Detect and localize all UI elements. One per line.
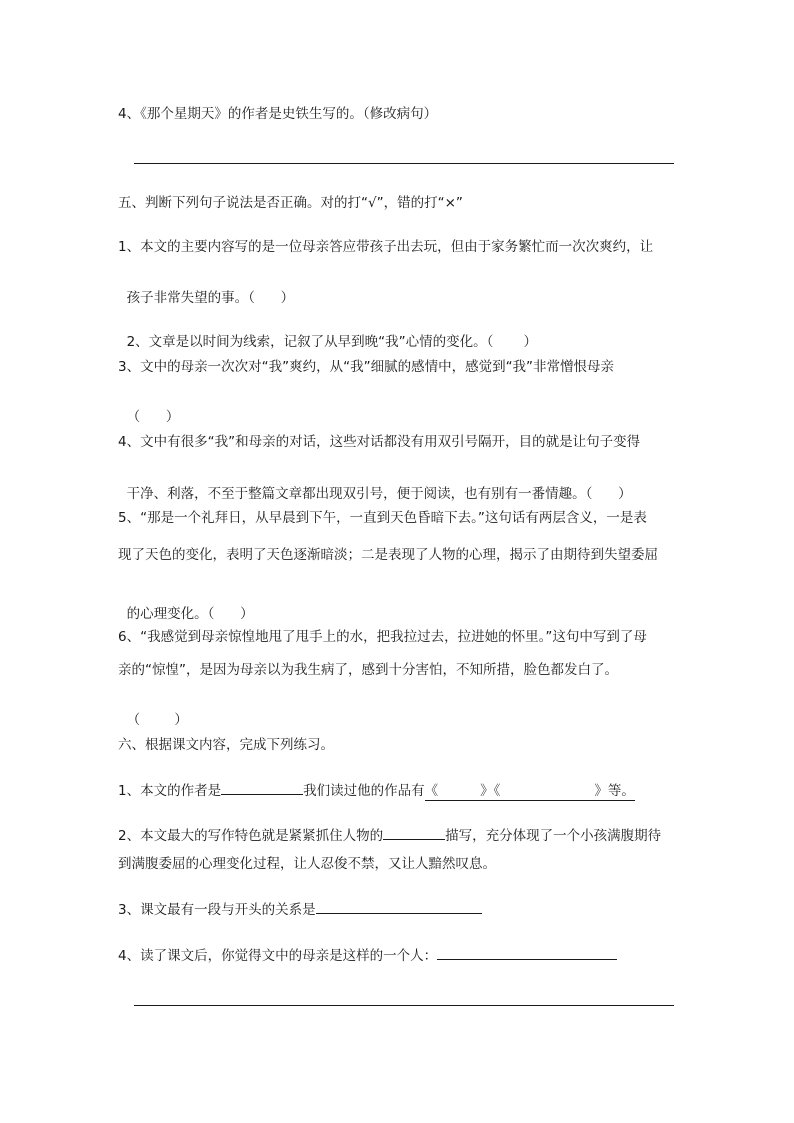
- relationship-blank[interactable]: [316, 898, 482, 914]
- author-blank[interactable]: [221, 779, 303, 795]
- item-text: 5、“那是一个礼拜日，从早晨到下午，一直到天色昏暗下去。”这句话有两层含义，一是表: [118, 510, 647, 526]
- judgement-item-6-line-1: [118, 627, 647, 647]
- judgement-item-6-line-3[interactable]: [118, 690, 188, 730]
- fill-item-4: [118, 944, 617, 966]
- item-text: 等。: [607, 783, 635, 799]
- answer-line[interactable]: [134, 1005, 674, 1006]
- judgement-item-1-line-2[interactable]: [118, 268, 294, 308]
- item-text: 描写，充分体现了一个小孩满腹期待: [445, 828, 662, 844]
- judgement-item-4-line-2[interactable]: [118, 464, 632, 504]
- item-text: 3、文中的母亲一次次对“我”爽约，从“我”细腻的感情中，感觉到“我”非常憎恨母亲: [118, 359, 615, 375]
- judgement-item-1-line-1: [118, 237, 653, 257]
- fill-item-2-line-2: [118, 854, 496, 874]
- fill-item-1: [118, 779, 635, 801]
- section-6-heading: [118, 735, 334, 755]
- section-heading-text: 六、根据课文内容，完成下列练习。: [118, 737, 334, 753]
- answer-parens[interactable]: （ ）: [126, 712, 188, 728]
- item-text: 6、“我感觉到母亲惊惶地甩了甩手上的水，把我拉过去，拉进她的怀里。”这句中写到了母: [118, 629, 647, 645]
- item-text: 4、读了课文后，你觉得文中的母亲是这样的一个人：: [118, 948, 438, 964]
- judgement-item-3-line-2[interactable]: [118, 387, 179, 427]
- fill-item-2-line-1: [118, 824, 661, 846]
- fill-item-3: [118, 898, 482, 920]
- question-4-sentence-correction: [118, 104, 437, 124]
- item-text: 到满腹委屈的心理变化过程，让人忍俊不禁，又让人黯然叹息。: [118, 856, 496, 872]
- judgement-item-6-line-2: [118, 660, 618, 680]
- item-text-with-answer-parens[interactable]: 的心理变化。（ ）: [126, 606, 254, 622]
- description-type-blank[interactable]: [383, 824, 445, 840]
- book-title-mark: 《: [424, 783, 439, 799]
- item-text: 1、本文的作者是: [118, 783, 222, 799]
- judgement-item-5-line-3[interactable]: [118, 584, 254, 624]
- book-title-mark: 》: [594, 783, 608, 799]
- judgement-item-5-line-2: [118, 545, 658, 565]
- answer-parens[interactable]: （ ）: [126, 409, 180, 425]
- item-text: 4、文中有很多“我”和母亲的对话，这些对话都没有用双引号隔开，目的就是让句子变得: [118, 434, 641, 450]
- judgement-item-3-line-1: [118, 357, 614, 377]
- judgement-item-5-line-1: [118, 508, 647, 528]
- book-title-mark: 》《: [480, 783, 501, 799]
- section-5-heading: [118, 193, 463, 213]
- judgement-item-4-line-1: [118, 432, 640, 452]
- item-text: 1、本文的主要内容写的是一位母亲答应带孩子出去玩，但由于家务繁忙而一次次爽约，让: [118, 239, 654, 255]
- works-blank-group[interactable]: [425, 783, 635, 801]
- item-text-with-answer-parens[interactable]: 孩子非常失望的事。（ ）: [126, 290, 295, 306]
- judgement-item-2[interactable]: [118, 312, 537, 352]
- answer-line[interactable]: [134, 163, 674, 164]
- item-text: 2、本文最大的写作特色就是紧紧抓住人物的: [118, 828, 384, 844]
- item-text: 亲的“惊惶”，是因为母亲以为我生病了，感到十分害怕，不知所措，脸色都发白了。: [118, 662, 618, 678]
- item-text: 我们读过他的作品有: [303, 783, 425, 799]
- item-text: 3、课文最有一段与开头的关系是: [118, 902, 316, 918]
- item-text-with-answer-parens[interactable]: 2、文章是以时间为线索，记叙了从早到晚“我”心情的变化。（ ）: [126, 334, 537, 350]
- item-text: 现了天色的变化，表明了天色逐渐暗淡；二是表现了人物的心理，揭示了由期待到失望委屈: [118, 547, 658, 563]
- section-heading-text: 五、判断下列句子说法是否正确。对的打“√”，错的打“×”: [118, 195, 463, 211]
- mother-description-blank[interactable]: [437, 944, 617, 960]
- item-text-with-answer-parens[interactable]: 干净、利落，不至于整篇文章都出现双引号，便于阅读，也有别有一番情趣。（ ）: [126, 486, 632, 502]
- question-text: 4、《那个星期天》的作者是史铁生写的。（修改病句）: [118, 106, 438, 122]
